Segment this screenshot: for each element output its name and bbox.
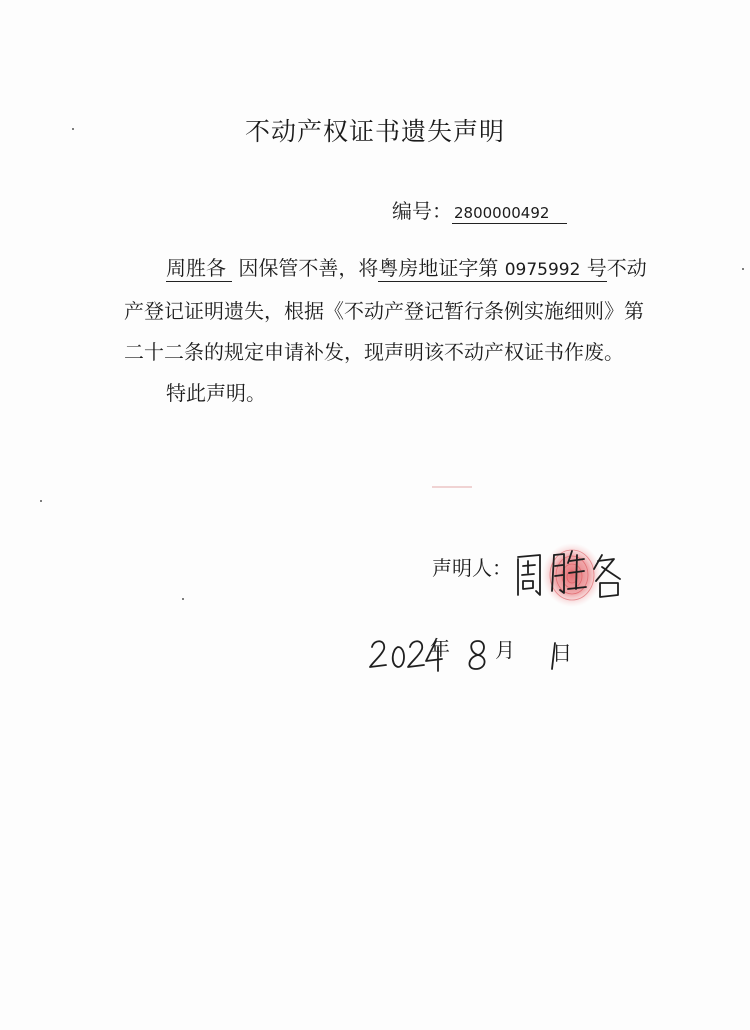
scan-speck (182, 598, 184, 600)
scan-speck (72, 128, 74, 130)
document-number-row (392, 195, 567, 224)
number-value: 2800000492 (452, 203, 567, 224)
paragraph-text-a: 因保管不善，将 (238, 256, 379, 280)
cert-prefix: 粤房地证字第 (378, 256, 499, 280)
owner-name: 周胜各 (166, 256, 232, 282)
declarant-label: 声明人： (432, 556, 512, 580)
paragraph-text-b: 不动产登记证明遗失，根据《不动产登记暂行条例实施细则》第二十二条的规定申请补发，现声明该不动产权证书作废。 (124, 256, 647, 364)
number-label: 编号： (392, 199, 452, 223)
date-year (368, 634, 424, 659)
date-month-char: 月 (495, 638, 515, 662)
date-month (468, 634, 482, 659)
declaration-paragraph-2: 特此声明。 (166, 381, 266, 405)
declaration-body (124, 248, 654, 414)
date-day-char: 日 (552, 641, 572, 665)
signature-with-fingerprint (510, 533, 640, 613)
declaration-paragraph-1 (124, 248, 654, 373)
date-year-char: 年 (430, 636, 450, 660)
cert-number: 0975992 (504, 260, 581, 280)
certificate-reference (378, 256, 606, 282)
scan-speck (742, 268, 744, 270)
faint-ink-mark (432, 486, 472, 488)
document-title: 不动产权证书遗失声明 (244, 117, 505, 146)
cert-suffix: 号 (586, 256, 607, 280)
scan-speck (40, 500, 42, 502)
